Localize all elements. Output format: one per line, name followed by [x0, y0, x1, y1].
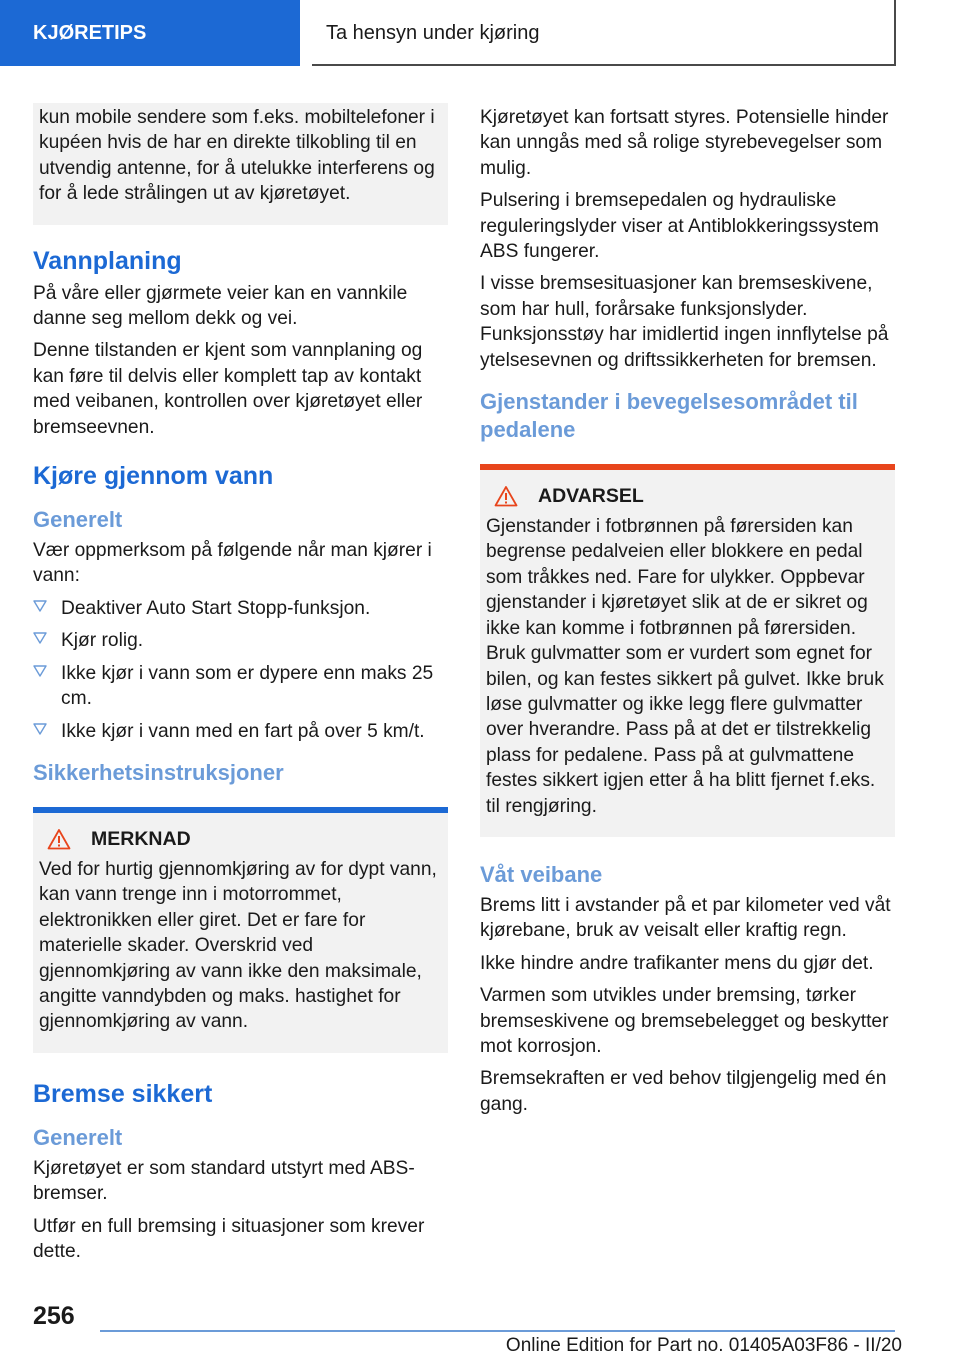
list-item-text: Deaktiver Auto Start Stopp-funksjon. [61, 597, 371, 619]
vat-p1: Brems litt i avstander på et par kilometer ved våt kjørebane, bruk av veisalt eller kraftig regn. [480, 894, 891, 942]
subheading-vat-veibane: Våt veibane [480, 861, 603, 887]
list-item-text: Ikke kjør i vann med en fart på over 5 km/t. [61, 720, 425, 742]
warning-triangle-icon [494, 485, 518, 507]
vannplaning-p1: På våre eller gjørmete veier kan en vannkile danne seg mellom dekk og vei. [33, 282, 408, 330]
bremse-p2: Utfør en full bremsing i situasjoner som krever dette. [33, 1215, 425, 1262]
list-item-text: Kjør rolig. [61, 630, 144, 652]
list-item [33, 719, 448, 744]
intro-box [33, 103, 448, 225]
notice-title [39, 827, 440, 851]
heading-bremse-sikkert: Bremse sikkert [33, 1079, 213, 1108]
vat-p2: Ikke hindre andre trafikanter mens du gjør det. [480, 952, 874, 974]
warning-triangle-icon [47, 828, 71, 850]
page-number: 256 [33, 1302, 75, 1330]
triangle-bullet-icon [33, 631, 47, 645]
triangle-bullet-icon [33, 664, 47, 678]
page-header [0, 0, 960, 68]
subheading-gjenstander: Gjenstander i bevegelsesområdet til pedalene [480, 389, 858, 443]
section-title: Ta hensyn under kjøring [312, 0, 896, 66]
notice-merknad [33, 807, 448, 1053]
triangle-bullet-icon [33, 599, 47, 613]
notice-title [486, 484, 887, 508]
notice-advarsel [480, 464, 895, 837]
subheading-sikkerhetsinstruksjoner: Sikkerhetsinstruksjoner [33, 759, 284, 785]
notice-title-text: ADVARSEL [538, 485, 644, 508]
chapter-title: KJØRETIPS [0, 0, 300, 66]
bremse-p1: Kjøretøyet er som standard utstyrt med ABS-bremser. [33, 1157, 415, 1205]
footer-edition: Online Edition for Part no. 01405A03F86 - II/20 [505, 1335, 902, 1356]
vat-p3: Varmen som utvikles under bremsing, tørker bremseskivene og bremsebelegget og beskytter mot korrosjon. [480, 985, 889, 1057]
footer-divider [100, 1330, 895, 1332]
list-item [33, 628, 448, 653]
heading-vannplaning: Vannplaning [33, 246, 182, 275]
right-p3: I visse bremsesituasjoner kan bremseskivene, som har hull, forårsake funksjonslyder. Funksjonsstøy har imidlertid ingen innflytelse på ytelsesevnen og driftssikkerheten for bremsen. [480, 273, 889, 371]
vann-intro: Vær oppmerksom på følgende når man kjører i vann: [33, 540, 432, 587]
triangle-bullet-icon [33, 722, 47, 736]
list-item [33, 596, 448, 621]
left-column [33, 103, 448, 1271]
notice-text: Ved for hurtig gjennomkjøring av for dypt vann, kan vann trenge inn i motorrommet, elektronikken eller giret. Det er fare for materielle skader. Overskrid ved gjennomkjøring av vann ikke den maksimale, angitte vanndybden og maks. hastighet for gjennomkjøring av vann. [39, 858, 437, 1033]
list-item [33, 661, 448, 712]
notice-title-text: MERKNAD [91, 827, 191, 850]
subheading-generelt-bremse: Generelt [33, 1124, 123, 1150]
notice-text: Gjenstander i fotbrønnen på førersiden kan begrense pedalveien eller blokkere en pedal som tråkkes ned. Fare for ulykker. Oppbevar gjenstander i kjøretøyet slik at de er sikret og ikke kan komme i fotbrønnen på førersiden. Bruk gulvmatter som er vurdert som egnet for bilen, og kan festes sikkert på gulvet. Ikke bruk løse gulvmatter og ikke legg flere gulvmatter over hverandre. Pass på at det er tilstrekkelig plass for pedalene. Pass på at gulvmattene festes sikkert igjen etter å ha blitt fjernet f.eks. til rengjøring. [486, 516, 884, 817]
right-p2: Pulsering i bremsepedalen og hydrauliske reguleringslyder viser at Antiblokkeringssystem ABS fungerer. [480, 190, 879, 263]
list-item-text: Ikke kjør i vann som er dypere enn maks 25 cm. [61, 662, 434, 710]
vannplaning-p2: Denne tilstanden er kjent som vannplaning og kan føre til delvis eller komplett tap av kontakt med veibanen, kontrollen over kjøretøyet eller bremseevnen. [33, 340, 423, 438]
right-column [480, 103, 895, 1124]
vat-p4: Bremsekraften er ved behov tilgjengelig med én gang. [480, 1068, 887, 1115]
right-p1: Kjøretøyet kan fortsatt styres. Potensielle hinder kan unngås med så rolige styrebevegelser som mulig. [480, 107, 889, 179]
vann-bullet-list [33, 596, 448, 744]
subheading-generelt-vann: Generelt [33, 507, 123, 533]
intro-box-text: kun mobile sendere som f.eks. mobiltelefoner i kupéen hvis de har en direkte tilkobling til en utvendig antenne, for å utelukke interferens og for å lede strålingen ut av kjøretøyet. [39, 107, 435, 205]
heading-kjore-gjennom-vann: Kjøre gjennom vann [33, 462, 274, 491]
